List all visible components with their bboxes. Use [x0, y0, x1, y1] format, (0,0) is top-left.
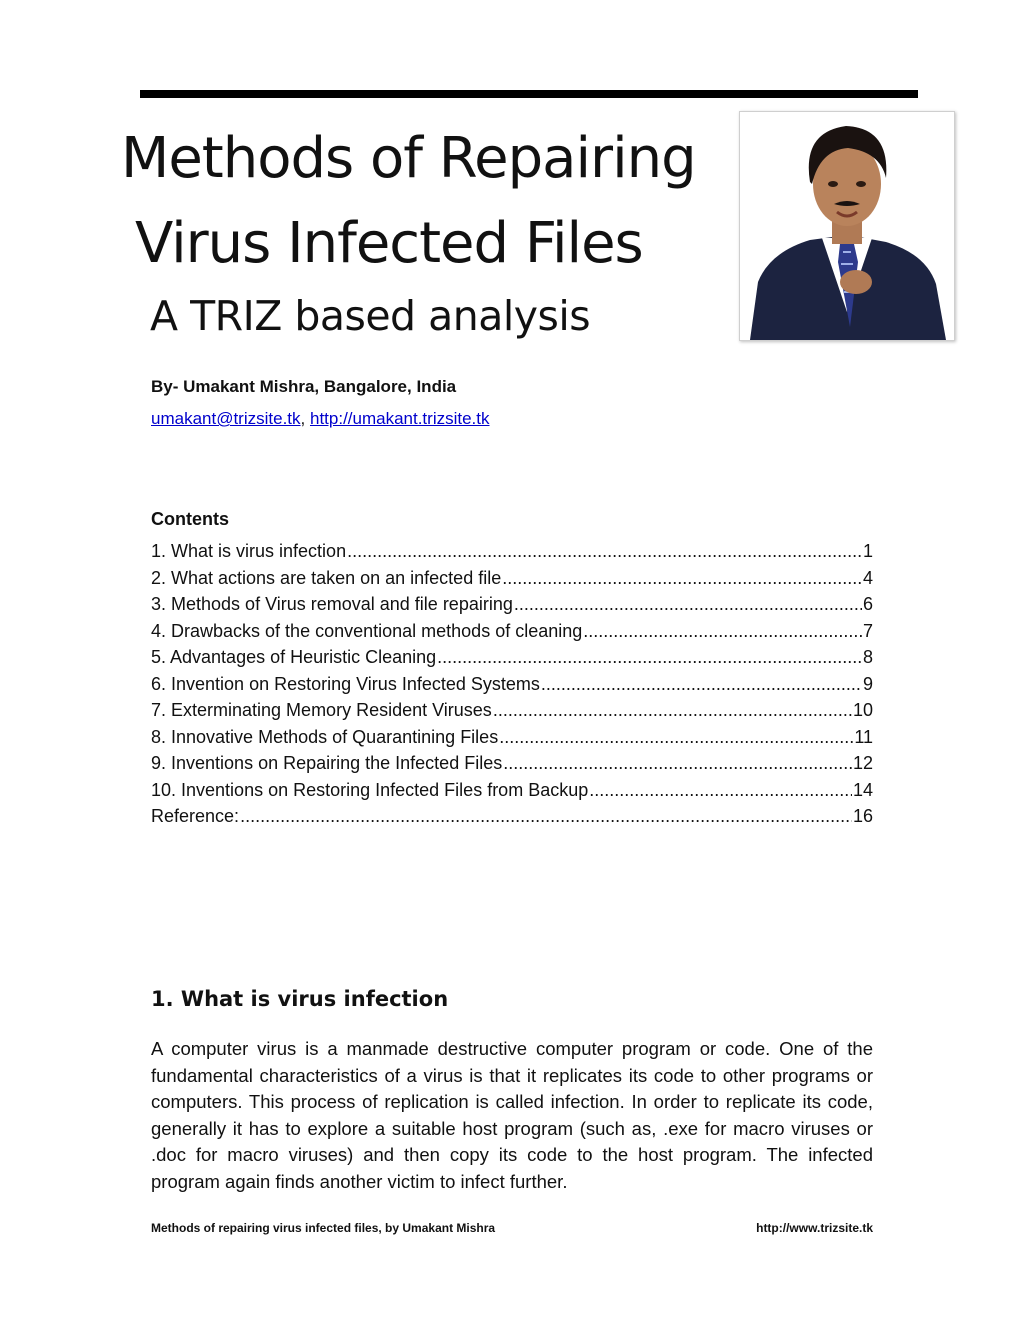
- toc-entry[interactable]: [151, 671, 873, 698]
- toc-leader: [347, 538, 862, 565]
- toc-entry[interactable]: [151, 644, 873, 671]
- toc-entry-page: 6: [862, 594, 873, 614]
- toc-leader: [503, 750, 852, 777]
- toc-entry-page: 10: [852, 700, 873, 720]
- author-email-link[interactable]: umakant@trizsite.tk: [151, 409, 301, 428]
- toc-entry-page: 11: [854, 726, 873, 747]
- toc-leader: [437, 644, 862, 671]
- toc-entry-title: 9. Inventions on Repairing the Infected Files: [151, 753, 503, 773]
- toc-leader: [583, 618, 862, 645]
- toc-leader: [514, 591, 862, 618]
- toc-leader: [240, 803, 852, 830]
- toc-entry-page: 7: [862, 620, 873, 641]
- toc-entry-page: 8: [862, 647, 873, 667]
- author-links: [151, 409, 490, 429]
- toc-entry[interactable]: [151, 565, 873, 592]
- toc-entry[interactable]: [151, 538, 873, 565]
- toc-entry-title: 2. What actions are taken on an infected file: [151, 567, 502, 588]
- toc-entry-title: 6. Invention on Restoring Virus Infected Systems: [151, 673, 540, 694]
- section-body: A computer virus is a manmade destructive computer program or code. One of the fundamental characteristics of a virus is that it replicates its code to other programs or computers. This process of replication is called infection. In order to replicate its code, generally it has to explore a suitable host program (such as, .exe for macro viruses or .doc for macro viruses) and then copy its code to the host program. The infected program again finds another victim to infect further.: [151, 1038, 873, 1192]
- footer-title: Methods of repairing virus infected files, by Umakant Mishra: [151, 1221, 496, 1235]
- toc-entry[interactable]: [151, 777, 873, 804]
- author-photo: [739, 111, 955, 341]
- section-heading: 1. What is virus infection: [151, 987, 449, 1011]
- footer-url: http://www.trizsite.tk: [756, 1221, 873, 1235]
- toc-entry-page: 1: [862, 541, 873, 561]
- toc-entry[interactable]: [151, 591, 873, 618]
- toc-entry-title: 10. Inventions on Restoring Infected Files from Backup: [151, 779, 589, 800]
- top-rule: [140, 90, 918, 98]
- toc-entry[interactable]: [151, 697, 873, 724]
- toc-entry-page: 12: [852, 753, 873, 773]
- author-website-link[interactable]: http://umakant.trizsite.tk: [309, 409, 490, 428]
- toc-entry-page: 16: [852, 806, 873, 826]
- toc-entry-title: 4. Drawbacks of the conventional methods of cleaning: [151, 620, 583, 641]
- document-title-line-1: Methods of Repairing: [121, 126, 696, 191]
- contents-heading: Contents: [151, 509, 229, 529]
- toc-entry[interactable]: [151, 803, 873, 830]
- toc-leader: [493, 697, 852, 724]
- link-separator: ,: [300, 409, 310, 428]
- toc-entry-title: 3. Methods of Virus removal and file repairing: [151, 594, 513, 614]
- toc-entry-title: Reference:: [151, 806, 240, 826]
- document-subtitle: A TRIZ based analysis: [150, 292, 591, 340]
- author-portrait-icon: [740, 112, 954, 340]
- toc-entry-page: 4: [862, 567, 873, 588]
- toc-entry[interactable]: [151, 618, 873, 645]
- toc-entry-title: 7. Exterminating Memory Resident Viruses: [151, 700, 492, 720]
- toc-leader: [499, 724, 853, 751]
- toc-entry[interactable]: [151, 750, 873, 777]
- toc-leader: [502, 565, 862, 592]
- author-byline: By- Umakant Mishra, Bangalore, India: [151, 377, 457, 396]
- toc-entry-title: 5. Advantages of Heuristic Cleaning: [151, 647, 437, 667]
- toc-entry-page: 14: [852, 779, 873, 800]
- toc-entry[interactable]: [151, 724, 873, 751]
- document-title-line-2: Virus Infected Files: [135, 211, 643, 276]
- toc-entry-title: 8. Innovative Methods of Quarantining Files: [151, 726, 499, 747]
- toc-leader: [589, 777, 852, 804]
- toc-leader: [541, 671, 862, 698]
- table-of-contents: [151, 538, 873, 830]
- toc-entry-page: 9: [862, 673, 873, 694]
- toc-entry-title: 1. What is virus infection: [151, 541, 347, 561]
